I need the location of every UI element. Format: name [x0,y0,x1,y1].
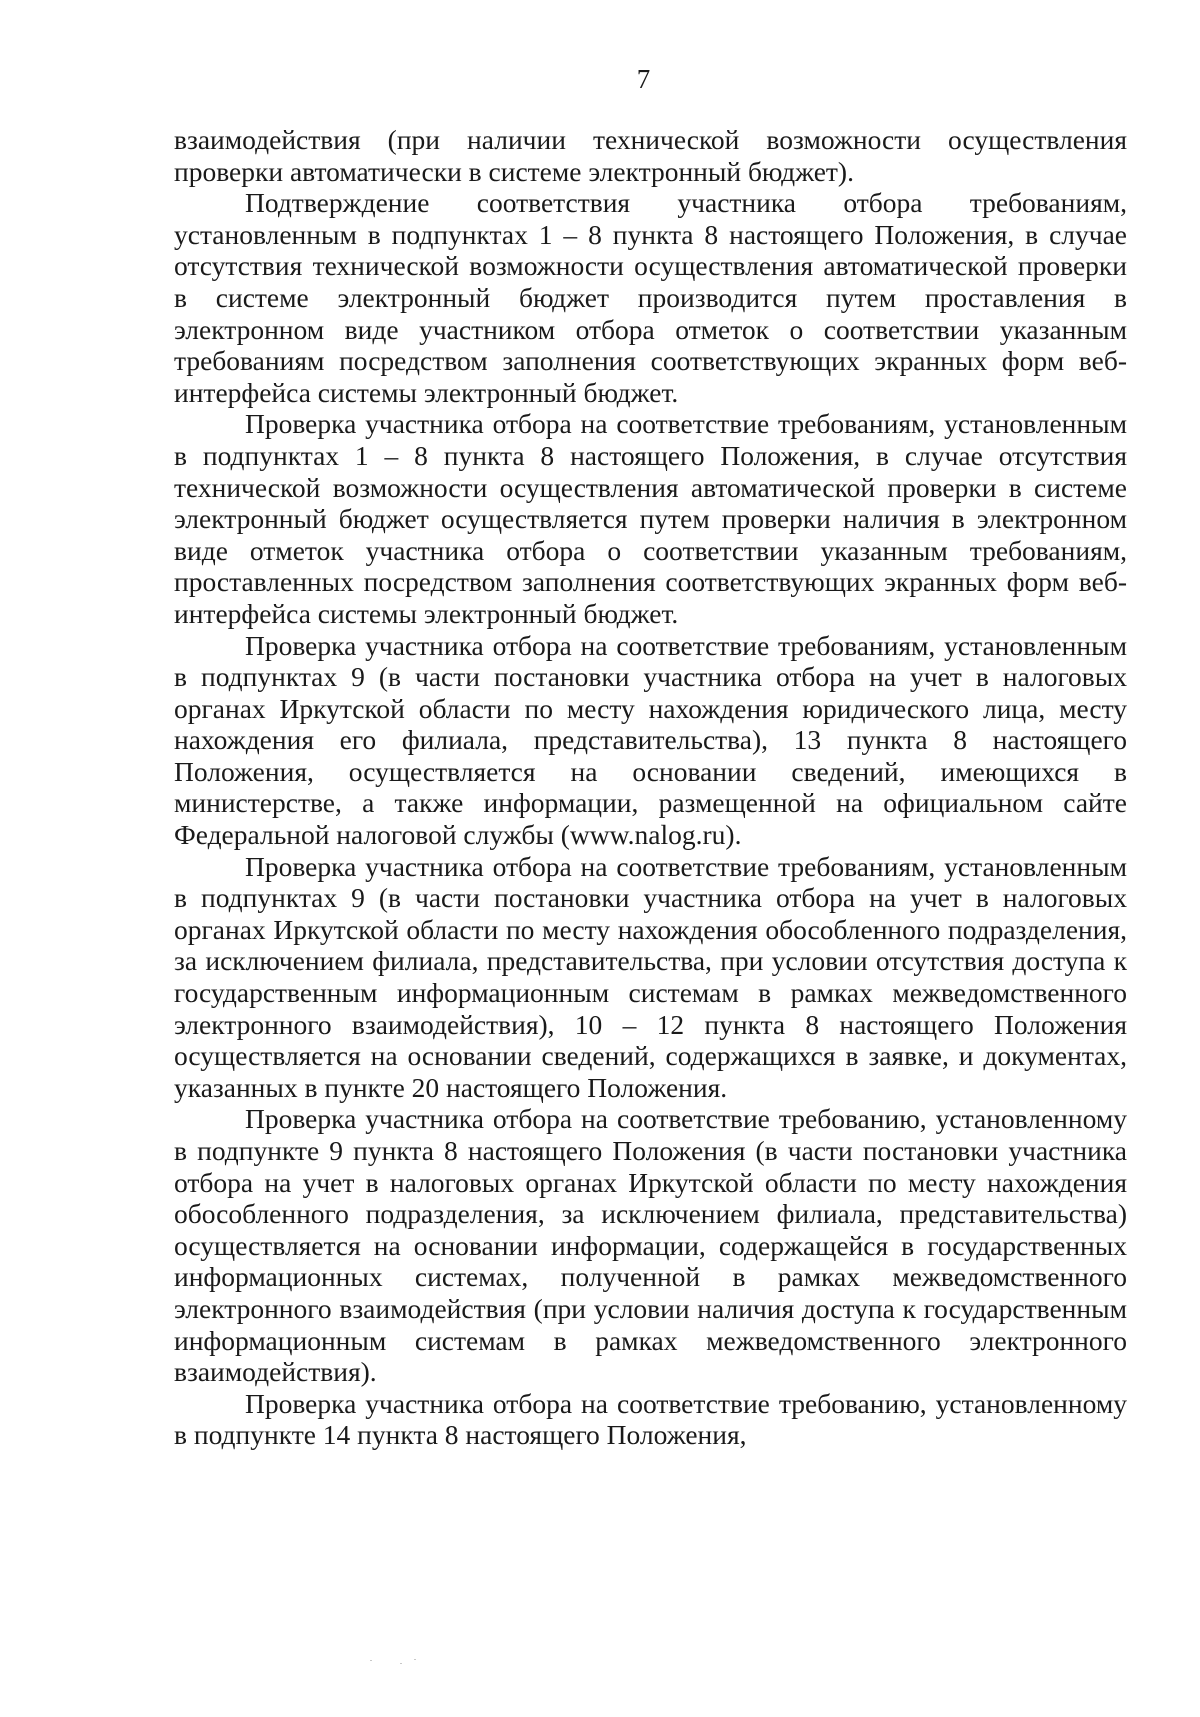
paragraph-check-subpoint-9-gis: Проверка участника отбора на соответствие требованию, установленному в подпункте 9 пункта 8 настоящего Положения (в части постановки участника отбора на учет в налоговых органах Иркутской области по месту нахождения обособленного подразделения, за исключением филиала, представительства) осуществляется на основании информации, содержащейся в государственных информационных системах, полученной в рамках межведомственного электронного взаимодействия (при условии наличия доступа к государственным информационным системам в рамках межведомственного электронного взаимодействия). [174,1103,1127,1388]
paragraph-continued: взаимодействия (при наличии технической возможности осуществления проверки автоматически в системе электронный бюджет). [174,124,1127,187]
paragraph-check-subpoints-9-10-12: Проверка участника отбора на соответствие требованиям, установленным в подпунктах 9 (в части постановки участника отбора на учет в налоговых органах Иркутской области по месту нахождения обособленного подразделения, за исключением филиала, представительства, при условии отсутствия доступа к государственным информационным системам в рамках межведомственного электронного взаимодействия), 10 – 12 пункта 8 настоящего Положения осуществляется на основании сведений, содержащихся в заявке, и документах, указанных в пункте 20 настоящего Положения. [174,850,1127,1103]
paragraph-confirmation-requirements: Подтверждение соответствия участника отбора требованиям, установленным в подпунктах 1 – 8 пункта 8 настоящего Положения, в случае отсутствия технической возможности осуществления автоматической проверки в системе электронный бюджет производится путем проставления в электронном виде участником отбора отметок о соответствии указанным требованиям посредством заполнения соответствующих экранных форм веб-интерфейса системы электронный бюджет. [174,187,1127,408]
scan-artifact [370,1658,430,1668]
page-number: 7 [636,64,651,94]
paragraph-check-subpoints-1-8: Проверка участника отбора на соответствие требованиям, установленным в подпунктах 1 – 8 пункта 8 настоящего Положения, в случае отсутствия технической возможности осуществления автоматической проверки в системе электронный бюджет осуществляется путем проверки наличия в электронном виде отметок участника отбора о соответствии указанным требованиям, проставленных посредством заполнения соответствующих экранных форм веб-интерфейса системы электронный бюджет. [174,408,1127,629]
paragraph-check-subpoint-14: Проверка участника отбора на соответствие требованию, установленному в подпункте 14 пункта 8 настоящего Положения, [174,1387,1127,1451]
paragraph-check-subpoints-9-13: Проверка участника отбора на соответствие требованиям, установленным в подпунктах 9 (в части постановки участника отбора на учет в налоговых органах Иркутской области по месту нахождения юридического лица, месту нахождения его филиала, представительства), 13 пункта 8 настоящего Положения, осуществляется на основании сведений, имеющихся в министерстве, а также информации, размещенной на официальном сайте Федеральной налоговой службы (www.nalog.ru). [174,629,1127,851]
document-body [174,124,1127,1451]
